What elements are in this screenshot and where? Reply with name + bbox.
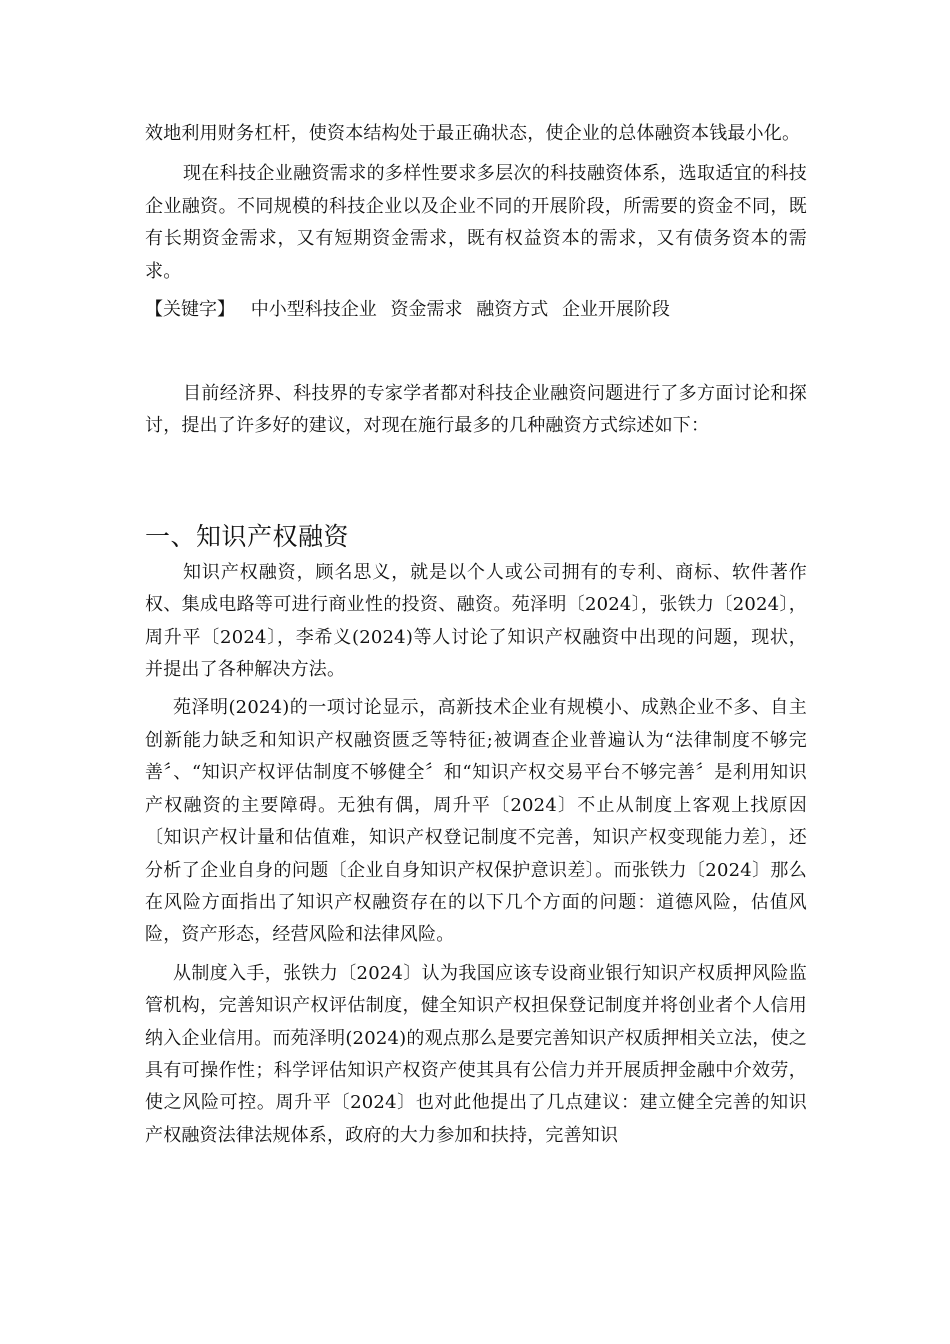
keyword-item: 资金需求 <box>390 299 463 321</box>
keyword-item: 中小型科技企业 <box>250 299 377 321</box>
paragraph-ip-suggestions: 从制度入手，张铁力〔2024〕认为我国应该专设商业银行知识产权质押风险监管机构，完善知识产权评估制度，健全知识产权担保登记制度并将创业者个人信用纳入企业信用。而苑泽明(2024)的观点那么是要完善知识产权质押相关立法，使之具有可操作性；科学评估知识产权资产使其具有公信力并开展质押金融中介效劳，使之风险可控。周升平〔2024〕也对此他提出了几点建议：建立健全完善的知识产权融资法律法规体系，政府的大力参加和扶持，完善知识 <box>145 962 807 1146</box>
document-page <box>145 118 807 1152</box>
paragraph-financing-demand: 现在科技企业融资需求的多样性要求多层次的科技融资体系，选取适宜的科技企业融资。不同规模的科技企业以及企业不同的开展阶段，所需要的资金不同，既有长期资金需求，又有短期资金需求，既有权益资本的需求，又有债务资本的需求。 <box>145 163 807 282</box>
keyword-item: 融资方式 <box>476 299 549 321</box>
paragraph-intro: 目前经济界、科技界的专家学者都对科技企业融资问题进行了多方面讨论和探讨，提出了许多好的建议，对现在施行最多的几种融资方式综述如下： <box>145 383 807 437</box>
keyword-item: 企业开展阶段 <box>561 299 670 321</box>
keywords-line <box>145 294 807 326</box>
paragraph-ip-survey: 苑泽明(2024)的一项讨论显示，高新技术企业有规模小、成熟企业不多、自主创新能力缺乏和知识产权融资匮乏等特征;被调查企业普遍认为“法律制度不够完善〞、“知识产权评估制度不够健全〞和“知识产权交易平台不够完善〞是利用知识产权融资的主要障碍。无独有偶，周升平〔2024〕不止从制度上客观上找原因〔知识产权计量和估值难，知识产权登记制度不完善，知识产权变现能力差〕，还分析了企业自身的问题〔企业自身知识产权保护意识差〕。而张铁力〔2024〕那么在风险方面指出了知识产权融资存在的以下几个方面的问题：道德风险，估值风险，资产形态，经营风险和法律风险。 <box>145 697 807 946</box>
paragraph-continued: 效地利用财务杠杆，使资本结构处于最正确状态，使企业的总体融资本钱最小化。 <box>145 123 801 144</box>
section-heading: 一、知识产权融资 <box>145 521 350 551</box>
keywords-label: 【关键字】 <box>145 299 235 321</box>
paragraph-ip-definition: 知识产权融资，顾名思义，就是以个人或公司拥有的专利、商标、软件著作权、集成电路等可进行商业性的投资、融资。苑泽明〔2024〕，张铁力〔2024〕，周升平〔2024〕，李希义(2024)等人讨论了知识产权融资中出现的问题，现状，并提出了各种解决方法。 <box>145 561 807 681</box>
